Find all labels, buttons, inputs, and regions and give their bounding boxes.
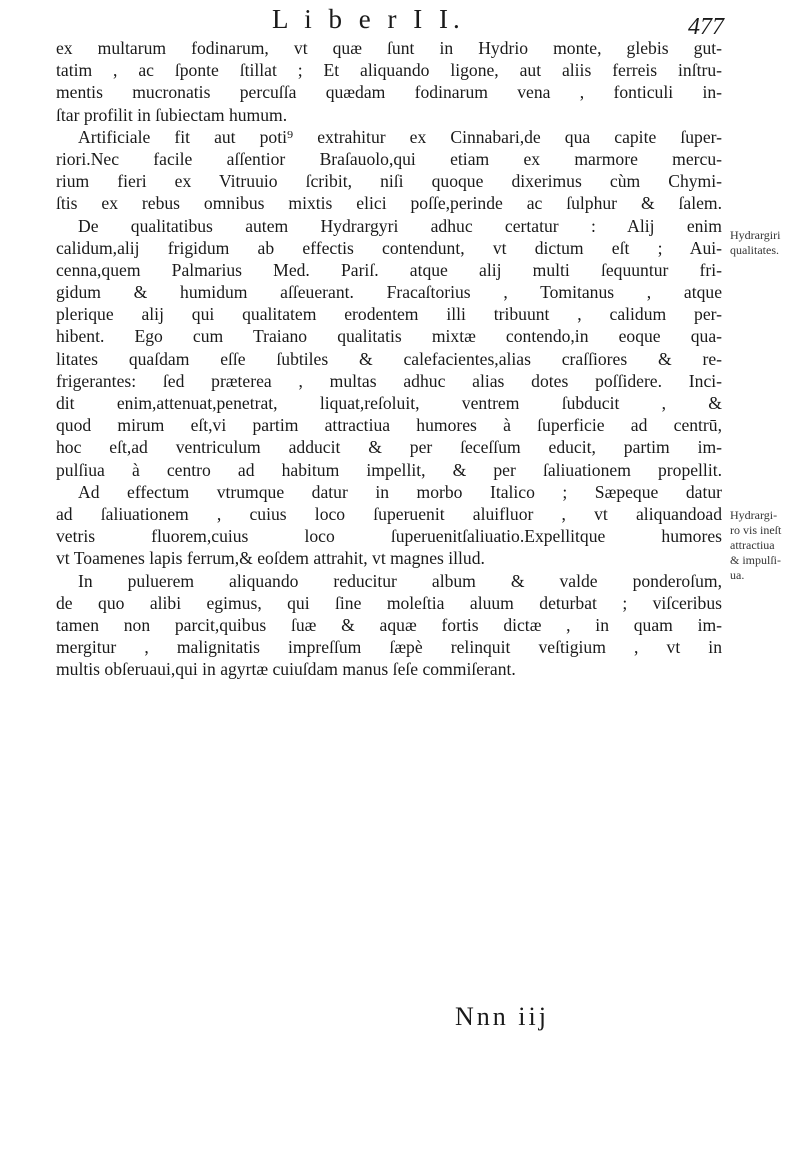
text-line: ad ſaliuationem , cuius loco ſuperuenit aluifluor , vt aliquandoad xyxy=(56,503,722,524)
text-line: tamen non parcit,quibus ſuæ & aquæ fortis dictæ , in quam im- xyxy=(56,614,722,635)
text-line: quod mirum eſt,vi partim attractiua humores à ſuperficie ad centrū, xyxy=(56,415,722,436)
marginal-note-line: Hydrargi- xyxy=(730,508,778,522)
marginal-note-line: ua. xyxy=(730,568,745,582)
text-line: rium fieri ex Vitruuio ſcribit, niſi quoque dixerimus cùm Chymi- xyxy=(56,171,722,192)
marginal-note xyxy=(730,228,800,258)
text-line: hibent. Ego cum Traiano qualitatis mixtæ contendo,in eoque qua- xyxy=(56,326,722,347)
text-line: Ad effectum vtrumque datur in morbo Italico ; Sæpeque datur xyxy=(78,481,722,502)
page-header xyxy=(0,4,800,40)
text-line: de quo alibi egimus, qui ſine moleſtia aluum deturbat ; viſceribus xyxy=(56,592,722,613)
marginal-note-line: qualitates. xyxy=(730,243,779,257)
text-line: frigerantes: ſed prætereа , multas adhuc alias dotes poſſidere. Inci- xyxy=(56,370,722,391)
text-line: ſtar profilit in ſubiectam humum. xyxy=(56,104,288,125)
text-line: dit enim,attenuat,penetrat, liquat,reſoluit, ventrem ſubducit , & xyxy=(56,393,722,413)
page-number: 477 xyxy=(688,14,724,40)
marginal-note xyxy=(730,508,800,583)
text-line: cenna,quem Palmarius Med. Pariſ. atque alij multi ſequuntur fri- xyxy=(56,259,722,280)
text-line: pulſiua à centro ad habitum impellit, & per ſaliuationem propellit. xyxy=(56,459,722,480)
text-line: ex multarum fodinarum, vt quæ ſunt in Hydrio monte, glebis gut- xyxy=(56,38,722,58)
text-line: litates quaſdam eſſe ſubtiles & calefacientes,alias craſſiores & re- xyxy=(56,348,722,369)
text-line: gidum & humidum aſſeuerant. Fracaſtorius , Tomitanus , atque xyxy=(56,282,722,303)
text-line: plerique alij qui qualitatem erodentem illi tribuunt , calidum per- xyxy=(56,304,722,325)
text-line: mergitur , malignitatis impreſſum ſæpè relinquit veſtigium , vt in xyxy=(56,637,722,658)
text-line: vt Toamenes lapis ferrum,& eoſdem attrahit, vt magnes illud. xyxy=(56,548,485,569)
marginal-note-line: attractiua xyxy=(730,538,775,552)
text-line: ſtis ex rebus omnibus mixtis elici poſſe,perinde ac ſulphur & ſalem. xyxy=(56,193,722,214)
text-line: hoc eſt,ad ventriculum adducit & per ſeceſſum educit, partim im- xyxy=(56,437,722,458)
text-line: Artificiale fit aut poti⁹ extrahitur ex Cinnabari,de qua capite ſuper- xyxy=(78,126,722,147)
marginal-note-line: & impulſi- xyxy=(730,553,781,567)
text-line: mentis mucronatis percuſſa quædam fodinarum vena , fonticuli in- xyxy=(56,82,722,103)
text-line: riori.Nec facile aſſentior Braſauolo,qui etiam ex marmore mercu- xyxy=(56,148,722,169)
signature-mark: Nnn iij xyxy=(455,1002,549,1031)
text-line: vetris fluorem,cuius loco ſuperuenitſaliuatio.Expellitque humores xyxy=(56,526,722,547)
marginal-note-line: Hydrargiri xyxy=(730,228,781,242)
body-text xyxy=(56,37,722,680)
text-line: tatim , ac ſponte ſtillat ; Et aliquando ligone, aut aliis ferreis inſtru- xyxy=(56,60,722,81)
text-line: multis obſeruaui,qui in agyrtæ cuiuſdam manus ſeſe commiſerant. xyxy=(56,659,516,680)
running-head: L i b e r I I. xyxy=(272,4,465,34)
text-line: calidum,alij frigidum ab effectis contendunt, vt dictum eſt ; Aui- xyxy=(56,237,722,258)
marginal-note-line: ro vis ineſt xyxy=(730,523,782,537)
text-line: In puluerem aliquando reducitur album & valde ponderoſum, xyxy=(78,570,722,591)
text-line: De qualitatibus autem Hydrargyri adhuc certatur : Alij enim xyxy=(78,215,722,236)
